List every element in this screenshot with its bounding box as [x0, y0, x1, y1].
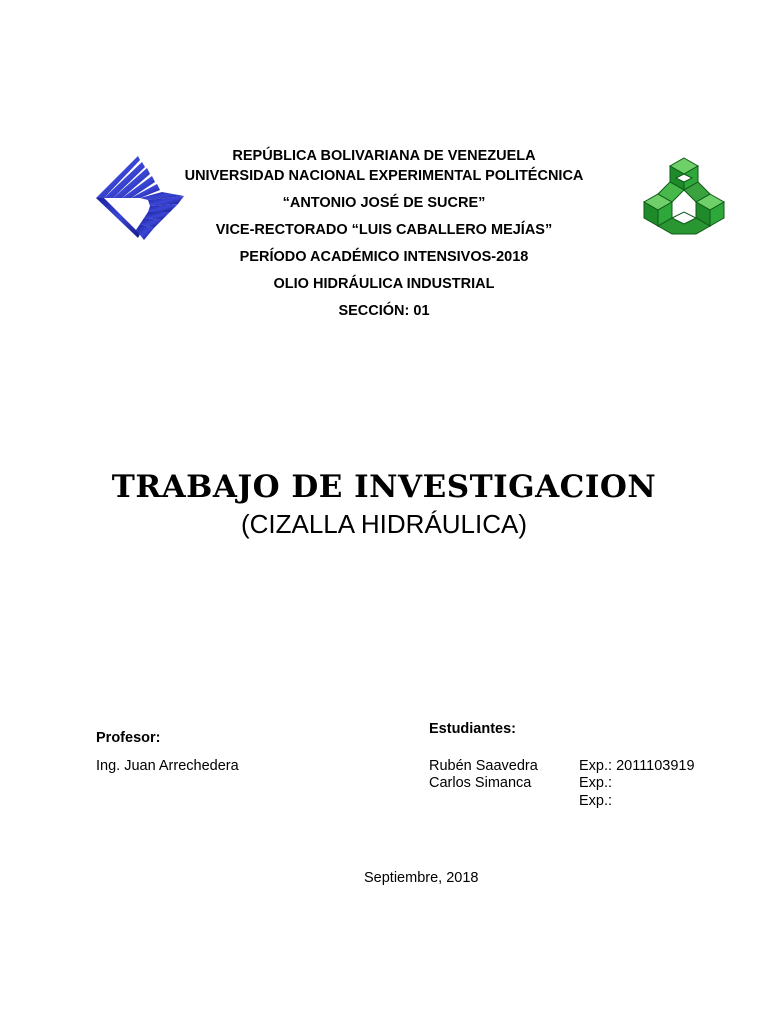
institution-header	[0, 146, 768, 321]
document-date: Septiembre, 2018	[364, 870, 479, 886]
student-exp: Exp.: 2011103919	[579, 758, 695, 774]
student-name: Carlos Simanca	[429, 775, 532, 791]
header-vice-rectorado: VICE-RECTORADO “LUIS CABALLERO MEJÍAS”	[215, 222, 553, 238]
professor-name: Ing. Juan Arrechedera	[96, 758, 239, 774]
header-antonio-jose-de-sucre: “ANTONIO JOSÉ DE SUCRE”	[282, 195, 486, 211]
document-subtitle: (CIZALLA HIDRÁULICA)	[240, 509, 528, 539]
student-exp: Exp.:	[579, 775, 613, 791]
header-course: OLIO HIDRÁULICA INDUSTRIAL	[273, 276, 495, 292]
header-section: SECCIÓN: 01	[338, 303, 430, 319]
professor-label: Profesor:	[96, 730, 161, 746]
students-label: Estudiantes:	[429, 721, 517, 737]
header-republic: REPÚBLICA BOLIVARIANA DE VENEZUELA	[232, 148, 536, 164]
document-title: TRABAJO DE INVESTIGACION	[111, 469, 657, 505]
student-name: Rubén Saavedra	[429, 758, 538, 774]
header-university: UNIVERSIDAD NACIONAL EXPERIMENTAL POLITÉCNICA	[184, 168, 584, 184]
header-periodo: PERÍODO ACADÉMICO INTENSIVOS-2018	[239, 249, 529, 265]
student-exp: Exp.:	[579, 793, 613, 809]
